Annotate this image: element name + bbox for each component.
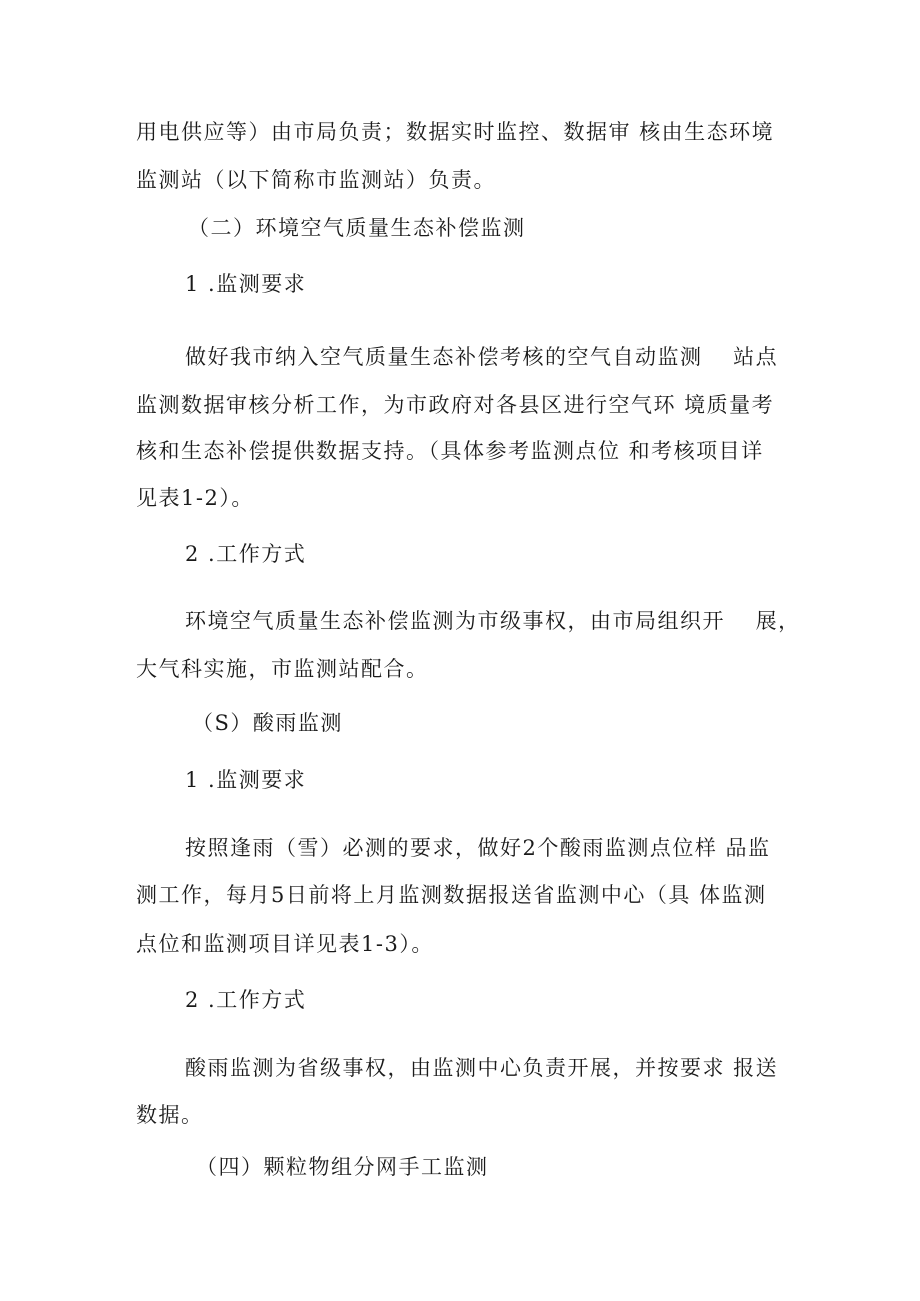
paragraph-line: 酸雨监测为省级事权，由监测中心负责开展，并按要求 报送: [185, 1056, 779, 1080]
paragraph-line: 测工作，每月5日前将上月监测数据报送省监测中心（具 体监测: [136, 883, 767, 907]
paragraph-line: 监测数据审核分析工作，为市政府对各县区进行空气环 境质量考: [136, 393, 775, 417]
section-heading: （S）酸雨监测: [192, 711, 343, 735]
paragraph-line: 做好我市纳入空气质量生态补偿考核的空气自动监测 站点: [185, 345, 779, 369]
paragraph-line: 环境空气质量生态补偿监测为市级事权，由市局组织开 展，: [185, 609, 801, 633]
section-heading: （四）颗粒物组分网手工监测: [196, 1155, 489, 1179]
paragraph-line: 按照逢雨（雪）必测的要求，做好2个酸雨监测点位样 品监: [185, 836, 771, 860]
paragraph-line: 大气科实施，市监测站配合。: [136, 657, 429, 681]
subsection-heading: 1 .监测要求: [185, 272, 307, 296]
paragraph-line: 用电供应等）由市局负责；数据实时监控、数据审 核由生态环境: [136, 120, 775, 144]
paragraph-line: 见表1-2）。: [136, 486, 254, 510]
subsection-heading: 2 .工作方式: [185, 542, 307, 566]
paragraph-line: 点位和监测项目详见表1-3）。: [136, 932, 434, 956]
paragraph-line: 核和生态补偿提供数据支持。（具体参考监测点位 和考核项目详: [136, 439, 764, 463]
subsection-heading: 1 .监测要求: [185, 768, 307, 792]
subsection-heading: 2 .工作方式: [185, 988, 307, 1012]
paragraph-line: 监测站（以下简称市监测站）负责。: [136, 168, 496, 192]
paragraph-line: 数据。: [136, 1103, 204, 1127]
section-heading: （二）环境空气质量生态补偿监测: [188, 216, 526, 240]
